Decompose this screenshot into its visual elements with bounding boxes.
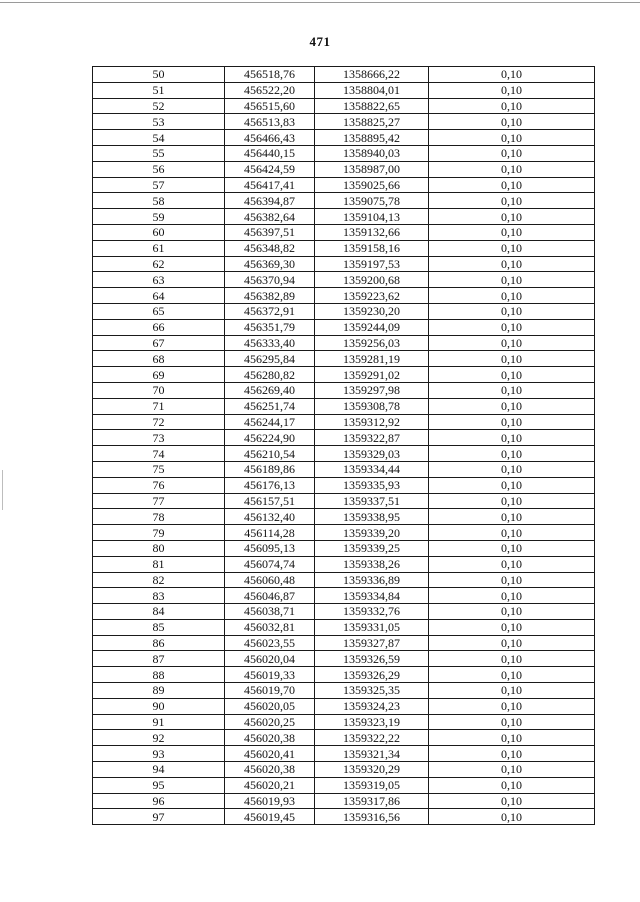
table-row (93, 303, 595, 319)
error-value-cell: 0,10 (429, 509, 595, 525)
x-coordinate-cell: 456382,89 (225, 288, 315, 304)
table-row (93, 667, 595, 683)
x-coordinate-cell: 456466,43 (225, 130, 315, 146)
x-coordinate-cell: 456046,87 (225, 588, 315, 604)
y-coordinate-cell: 1359312,92 (315, 414, 429, 430)
point-number-cell: 81 (93, 556, 225, 572)
table-row (93, 793, 595, 809)
error-value-cell: 0,10 (429, 651, 595, 667)
point-number-cell: 79 (93, 525, 225, 541)
point-number-cell: 95 (93, 777, 225, 793)
x-coordinate-cell: 456424,59 (225, 161, 315, 177)
scan-edge-mark (2, 470, 3, 510)
x-coordinate-cell: 456210,54 (225, 446, 315, 462)
point-number-cell: 58 (93, 193, 225, 209)
x-coordinate-cell: 456382,64 (225, 209, 315, 225)
y-coordinate-cell: 1359308,78 (315, 398, 429, 414)
x-coordinate-cell: 456269,40 (225, 382, 315, 398)
table-row (93, 683, 595, 699)
table-row (93, 177, 595, 193)
y-coordinate-cell: 1359336,89 (315, 572, 429, 588)
table-row (93, 145, 595, 161)
x-coordinate-cell: 456019,70 (225, 683, 315, 699)
x-coordinate-cell: 456513,83 (225, 114, 315, 130)
table-row (93, 714, 595, 730)
x-coordinate-cell: 456157,51 (225, 493, 315, 509)
y-coordinate-cell: 1359326,29 (315, 667, 429, 683)
point-number-cell: 73 (93, 430, 225, 446)
point-number-cell: 86 (93, 635, 225, 651)
table-row (93, 256, 595, 272)
x-coordinate-cell: 456515,60 (225, 98, 315, 114)
error-value-cell: 0,10 (429, 730, 595, 746)
table-row (93, 762, 595, 778)
y-coordinate-cell: 1359291,02 (315, 367, 429, 383)
table-row (93, 114, 595, 130)
error-value-cell: 0,10 (429, 746, 595, 762)
error-value-cell: 0,10 (429, 461, 595, 477)
x-coordinate-cell: 456522,20 (225, 82, 315, 98)
point-number-cell: 61 (93, 240, 225, 256)
error-value-cell: 0,10 (429, 272, 595, 288)
table-row (93, 809, 595, 825)
error-value-cell: 0,10 (429, 793, 595, 809)
y-coordinate-cell: 1359327,87 (315, 635, 429, 651)
error-value-cell: 0,10 (429, 604, 595, 620)
y-coordinate-cell: 1359334,84 (315, 588, 429, 604)
table-row (93, 540, 595, 556)
table-row (93, 651, 595, 667)
y-coordinate-cell: 1359324,23 (315, 698, 429, 714)
coordinates-table-body (93, 67, 595, 825)
x-coordinate-cell: 456038,71 (225, 604, 315, 620)
point-number-cell: 85 (93, 619, 225, 635)
x-coordinate-cell: 456020,41 (225, 746, 315, 762)
y-coordinate-cell: 1359200,68 (315, 272, 429, 288)
y-coordinate-cell: 1359326,59 (315, 651, 429, 667)
point-number-cell: 51 (93, 82, 225, 98)
x-coordinate-cell: 456114,28 (225, 525, 315, 541)
table-row (93, 477, 595, 493)
point-number-cell: 53 (93, 114, 225, 130)
x-coordinate-cell: 456348,82 (225, 240, 315, 256)
table-row (93, 209, 595, 225)
error-value-cell: 0,10 (429, 525, 595, 541)
table-row (93, 67, 595, 83)
x-coordinate-cell: 456132,40 (225, 509, 315, 525)
error-value-cell: 0,10 (429, 446, 595, 462)
error-value-cell: 0,10 (429, 809, 595, 825)
x-coordinate-cell: 456244,17 (225, 414, 315, 430)
y-coordinate-cell: 1359339,20 (315, 525, 429, 541)
table-row (93, 98, 595, 114)
table-row (93, 509, 595, 525)
table-row (93, 351, 595, 367)
point-number-cell: 93 (93, 746, 225, 762)
x-coordinate-cell: 456417,41 (225, 177, 315, 193)
point-number-cell: 54 (93, 130, 225, 146)
y-coordinate-cell: 1359104,13 (315, 209, 429, 225)
x-coordinate-cell: 456440,15 (225, 145, 315, 161)
point-number-cell: 69 (93, 367, 225, 383)
y-coordinate-cell: 1358940,03 (315, 145, 429, 161)
y-coordinate-cell: 1358987,00 (315, 161, 429, 177)
point-number-cell: 91 (93, 714, 225, 730)
table-row (93, 224, 595, 240)
error-value-cell: 0,10 (429, 430, 595, 446)
error-value-cell: 0,10 (429, 288, 595, 304)
table-row (93, 367, 595, 383)
error-value-cell: 0,10 (429, 82, 595, 98)
point-number-cell: 97 (93, 809, 225, 825)
point-number-cell: 55 (93, 145, 225, 161)
y-coordinate-cell: 1359323,19 (315, 714, 429, 730)
x-coordinate-cell: 456074,74 (225, 556, 315, 572)
point-number-cell: 57 (93, 177, 225, 193)
x-coordinate-cell: 456095,13 (225, 540, 315, 556)
error-value-cell: 0,10 (429, 161, 595, 177)
x-coordinate-cell: 456280,82 (225, 367, 315, 383)
table-row (93, 240, 595, 256)
error-value-cell: 0,10 (429, 256, 595, 272)
error-value-cell: 0,10 (429, 635, 595, 651)
x-coordinate-cell: 456372,91 (225, 303, 315, 319)
table-row (93, 382, 595, 398)
table-row (93, 493, 595, 509)
y-coordinate-cell: 1359329,03 (315, 446, 429, 462)
y-coordinate-cell: 1359325,35 (315, 683, 429, 699)
point-number-cell: 70 (93, 382, 225, 398)
x-coordinate-cell: 456020,25 (225, 714, 315, 730)
table-row (93, 698, 595, 714)
point-number-cell: 66 (93, 319, 225, 335)
table-row (93, 288, 595, 304)
y-coordinate-cell: 1359256,03 (315, 335, 429, 351)
x-coordinate-cell: 456020,21 (225, 777, 315, 793)
error-value-cell: 0,10 (429, 588, 595, 604)
x-coordinate-cell: 456019,93 (225, 793, 315, 809)
point-number-cell: 52 (93, 98, 225, 114)
table-row (93, 430, 595, 446)
error-value-cell: 0,10 (429, 762, 595, 778)
page-top-rule (0, 2, 640, 3)
x-coordinate-cell: 456295,84 (225, 351, 315, 367)
point-number-cell: 89 (93, 683, 225, 699)
error-value-cell: 0,10 (429, 398, 595, 414)
x-coordinate-cell: 456189,86 (225, 461, 315, 477)
table-row (93, 461, 595, 477)
x-coordinate-cell: 456351,79 (225, 319, 315, 335)
x-coordinate-cell: 456251,74 (225, 398, 315, 414)
error-value-cell: 0,10 (429, 240, 595, 256)
x-coordinate-cell: 456369,30 (225, 256, 315, 272)
point-number-cell: 71 (93, 398, 225, 414)
point-number-cell: 72 (93, 414, 225, 430)
error-value-cell: 0,10 (429, 477, 595, 493)
point-number-cell: 83 (93, 588, 225, 604)
y-coordinate-cell: 1359332,76 (315, 604, 429, 620)
error-value-cell: 0,10 (429, 382, 595, 398)
y-coordinate-cell: 1359320,29 (315, 762, 429, 778)
error-value-cell: 0,10 (429, 209, 595, 225)
error-value-cell: 0,10 (429, 414, 595, 430)
table-row (93, 619, 595, 635)
error-value-cell: 0,10 (429, 540, 595, 556)
point-number-cell: 94 (93, 762, 225, 778)
error-value-cell: 0,10 (429, 493, 595, 509)
y-coordinate-cell: 1359338,26 (315, 556, 429, 572)
y-coordinate-cell: 1358804,01 (315, 82, 429, 98)
point-number-cell: 63 (93, 272, 225, 288)
x-coordinate-cell: 456176,13 (225, 477, 315, 493)
error-value-cell: 0,10 (429, 67, 595, 83)
error-value-cell: 0,10 (429, 145, 595, 161)
y-coordinate-cell: 1359322,87 (315, 430, 429, 446)
y-coordinate-cell: 1359230,20 (315, 303, 429, 319)
y-coordinate-cell: 1359335,93 (315, 477, 429, 493)
error-value-cell: 0,10 (429, 777, 595, 793)
y-coordinate-cell: 1359319,05 (315, 777, 429, 793)
x-coordinate-cell: 456019,33 (225, 667, 315, 683)
error-value-cell: 0,10 (429, 619, 595, 635)
y-coordinate-cell: 1359025,66 (315, 177, 429, 193)
table-row (93, 635, 595, 651)
table-row (93, 272, 595, 288)
table-row (93, 193, 595, 209)
error-value-cell: 0,10 (429, 683, 595, 699)
error-value-cell: 0,10 (429, 556, 595, 572)
error-value-cell: 0,10 (429, 224, 595, 240)
x-coordinate-cell: 456032,81 (225, 619, 315, 635)
x-coordinate-cell: 456224,90 (225, 430, 315, 446)
point-number-cell: 65 (93, 303, 225, 319)
point-number-cell: 80 (93, 540, 225, 556)
x-coordinate-cell: 456020,38 (225, 730, 315, 746)
error-value-cell: 0,10 (429, 114, 595, 130)
error-value-cell: 0,10 (429, 319, 595, 335)
y-coordinate-cell: 1359223,62 (315, 288, 429, 304)
table-row (93, 335, 595, 351)
y-coordinate-cell: 1359322,22 (315, 730, 429, 746)
point-number-cell: 59 (93, 209, 225, 225)
x-coordinate-cell: 456333,40 (225, 335, 315, 351)
table-row (93, 556, 595, 572)
y-coordinate-cell: 1359331,05 (315, 619, 429, 635)
point-number-cell: 60 (93, 224, 225, 240)
error-value-cell: 0,10 (429, 177, 595, 193)
page-number: 471 (309, 34, 331, 49)
x-coordinate-cell: 456020,04 (225, 651, 315, 667)
y-coordinate-cell: 1359321,34 (315, 746, 429, 762)
y-coordinate-cell: 1359075,78 (315, 193, 429, 209)
error-value-cell: 0,10 (429, 714, 595, 730)
point-number-cell: 50 (93, 67, 225, 83)
error-value-cell: 0,10 (429, 351, 595, 367)
table-row (93, 746, 595, 762)
x-coordinate-cell: 456060,48 (225, 572, 315, 588)
y-coordinate-cell: 1359316,56 (315, 809, 429, 825)
table-row (93, 446, 595, 462)
y-coordinate-cell: 1359339,25 (315, 540, 429, 556)
error-value-cell: 0,10 (429, 335, 595, 351)
error-value-cell: 0,10 (429, 303, 595, 319)
x-coordinate-cell: 456370,94 (225, 272, 315, 288)
y-coordinate-cell: 1359158,16 (315, 240, 429, 256)
error-value-cell: 0,10 (429, 193, 595, 209)
point-number-cell: 88 (93, 667, 225, 683)
y-coordinate-cell: 1358666,22 (315, 67, 429, 83)
error-value-cell: 0,10 (429, 667, 595, 683)
y-coordinate-cell: 1359338,95 (315, 509, 429, 525)
point-number-cell: 84 (93, 604, 225, 620)
y-coordinate-cell: 1359281,19 (315, 351, 429, 367)
error-value-cell: 0,10 (429, 130, 595, 146)
y-coordinate-cell: 1358895,42 (315, 130, 429, 146)
point-number-cell: 90 (93, 698, 225, 714)
table-row (93, 525, 595, 541)
x-coordinate-cell: 456020,38 (225, 762, 315, 778)
coordinates-table (92, 66, 595, 825)
table-row (93, 588, 595, 604)
error-value-cell: 0,10 (429, 367, 595, 383)
point-number-cell: 67 (93, 335, 225, 351)
point-number-cell: 75 (93, 461, 225, 477)
point-number-cell: 78 (93, 509, 225, 525)
y-coordinate-cell: 1359132,66 (315, 224, 429, 240)
table-row (93, 398, 595, 414)
point-number-cell: 68 (93, 351, 225, 367)
y-coordinate-cell: 1358825,27 (315, 114, 429, 130)
x-coordinate-cell: 456397,51 (225, 224, 315, 240)
point-number-cell: 82 (93, 572, 225, 588)
y-coordinate-cell: 1358822,65 (315, 98, 429, 114)
error-value-cell: 0,10 (429, 698, 595, 714)
x-coordinate-cell: 456394,87 (225, 193, 315, 209)
y-coordinate-cell: 1359317,86 (315, 793, 429, 809)
table-row (93, 82, 595, 98)
x-coordinate-cell: 456023,55 (225, 635, 315, 651)
y-coordinate-cell: 1359297,98 (315, 382, 429, 398)
y-coordinate-cell: 1359337,51 (315, 493, 429, 509)
y-coordinate-cell: 1359197,53 (315, 256, 429, 272)
table-row (93, 414, 595, 430)
x-coordinate-cell: 456518,76 (225, 67, 315, 83)
point-number-cell: 64 (93, 288, 225, 304)
error-value-cell: 0,10 (429, 98, 595, 114)
point-number-cell: 74 (93, 446, 225, 462)
table-row (93, 572, 595, 588)
point-number-cell: 96 (93, 793, 225, 809)
y-coordinate-cell: 1359334,44 (315, 461, 429, 477)
point-number-cell: 76 (93, 477, 225, 493)
point-number-cell: 56 (93, 161, 225, 177)
point-number-cell: 87 (93, 651, 225, 667)
table-row (93, 319, 595, 335)
x-coordinate-cell: 456019,45 (225, 809, 315, 825)
table-row (93, 161, 595, 177)
table-row (93, 604, 595, 620)
table-row (93, 730, 595, 746)
error-value-cell: 0,10 (429, 572, 595, 588)
table-row (93, 777, 595, 793)
y-coordinate-cell: 1359244,09 (315, 319, 429, 335)
point-number-cell: 62 (93, 256, 225, 272)
point-number-cell: 77 (93, 493, 225, 509)
point-number-cell: 92 (93, 730, 225, 746)
table-row (93, 130, 595, 146)
x-coordinate-cell: 456020,05 (225, 698, 315, 714)
